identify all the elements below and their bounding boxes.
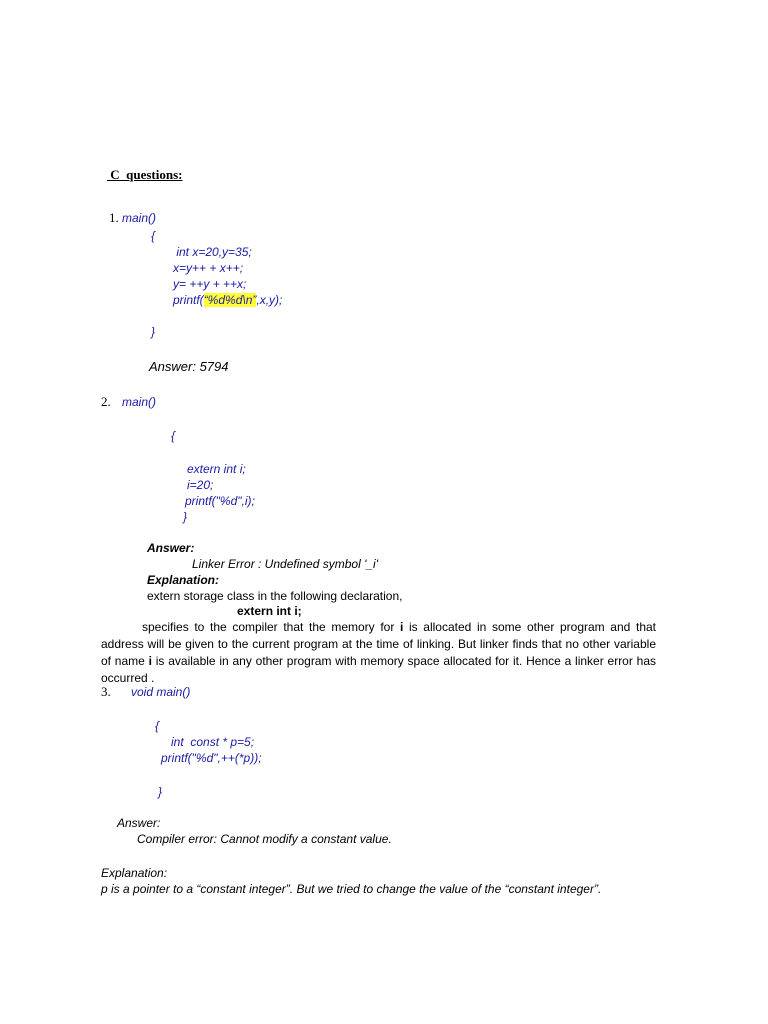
answer-text: Compiler error: Cannot modify a constant value. [137,832,392,846]
paragraph-bold-text: i [148,654,152,668]
code-line: printf("%d",++(*p)); [161,751,262,765]
code-line: y= ++y + ++x; [173,277,247,291]
answer-label: Answer: [147,541,195,555]
page-title: C questions: [107,167,183,182]
answer-text: Linker Error : Undefined symbol '_i' [192,557,378,571]
explanation-text: p is a pointer to a “constant integer”. But we tried to change the value of the “constant integer”. [101,882,602,896]
code-line: printf("%d",i); [185,494,255,508]
code-line: void main() [131,685,191,699]
answer-label: Answer: [117,816,161,830]
code-line: } [151,325,156,339]
declaration-text: extern int i; [237,604,302,618]
paragraph-text: specifies to the compiler that the memory for [142,620,400,634]
explanation-label: Explanation: [147,573,220,587]
code-line: main() [122,211,157,225]
paragraph-text: is available in any other program with memory space allocated for it. Hence a linker error has occurred . [101,654,656,685]
answer-text: Answer: 5794 [149,359,229,374]
code-line: i=20; [187,478,214,492]
explanation-paragraph [101,619,656,687]
question-number-3: 3. [101,684,111,699]
question-number-1: 1. [109,210,119,225]
code-fragment: printf( [173,293,204,307]
paragraph-bold-text: i [399,620,404,634]
code-line: { [151,229,156,243]
question-number-2: 2. [101,394,111,409]
code-line-printf [173,293,282,307]
explanation-label: Explanation: [101,866,168,880]
code-line: { [171,429,176,443]
explanation-text: extern storage class in the following declaration, [147,589,403,603]
code-line: } [183,510,188,524]
code-line: extern int i; [187,462,246,476]
code-fragment: ,x,y); [256,293,283,307]
code-line: } [158,785,163,799]
highlighted-format-string: “%d%d\n” [203,293,257,307]
code-line: { [155,719,160,733]
code-line: x=y++ + x++; [173,261,244,275]
code-line: main() [122,395,157,409]
code-line: int const * p=5; [171,735,255,749]
code-line: int x=20,y=35; [173,245,252,259]
paragraph-text: is allocated in some other program and that address will be given to the current program at the time of linking. But linker finds that no other variable of name [101,620,656,668]
